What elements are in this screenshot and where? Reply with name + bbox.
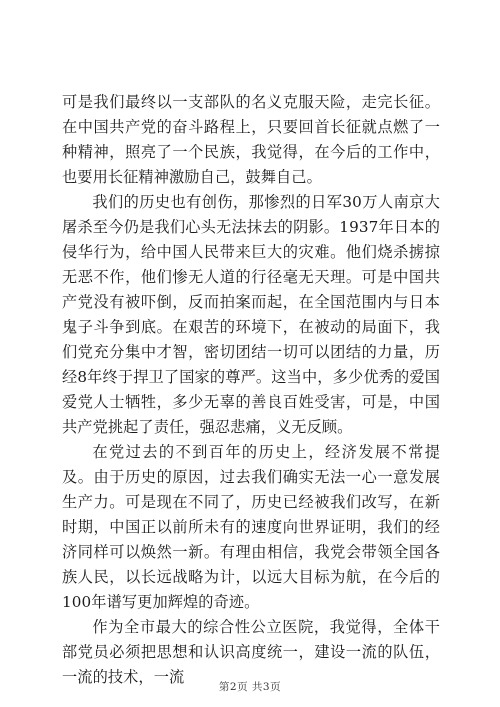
paragraph-1: 可是我们最终以一支部队的名义克服天险，走完长征。在中国共产党的奋斗路程上，只要回首长征就点燃了一种精神，照亮了一个民族，我觉得，在今后的工作中，也要用长征精神激励自己，鼓舞自己。 [62,93,440,186]
paragraph-3: 在党过去的不到百年的历史上，经济发展不常提及。由于历史的原因，过去我们确实无法一心一意发展生产力。可是现在不同了，历史已经被我们改写，在新时期，中国正以前所未有的速度向世界证明，我们的经济同样可以焕然一新。有理由相信，我党会带领全国各族人民，以长远战略为计，以远大目标为航，在今后的100年谱写更加辉煌的奇迹。 [62,443,440,611]
paragraph-2: 我们的历史也有创伤，那惨烈的日军30万人南京大屠杀至今仍是我们心头无法抹去的阴影。1937年日本的侵华行为，给中国人民带来巨大的灾难。他们烧杀掳掠无恶不作，他们惨无人道的行径毫无天理。可是中国共产党没有被吓倒，反而拍案而起，在全国范围内与日本鬼子斗争到底。在艰苦的环境下，在被动的局面下，我们党充分集中才智，密切团结一切可以团结的力量，历经8年终于捍卫了国家的尊严。这当中，多少优秀的爱国爱党人士牺牲，多少无辜的善良百姓受害，可是，中国共产党挑起了责任，强忍悲痛，义无反顾。 [62,193,440,436]
paragraph-4: 作为全市最大的综合性公立医院，我觉得，全体干部党员必须把思想和认识高度统一，建设一流的队伍，一流的技术，一流 [62,618,440,686]
document-body [62,90,440,690]
page-number-footer: 第2页 共3页 [218,681,282,693]
